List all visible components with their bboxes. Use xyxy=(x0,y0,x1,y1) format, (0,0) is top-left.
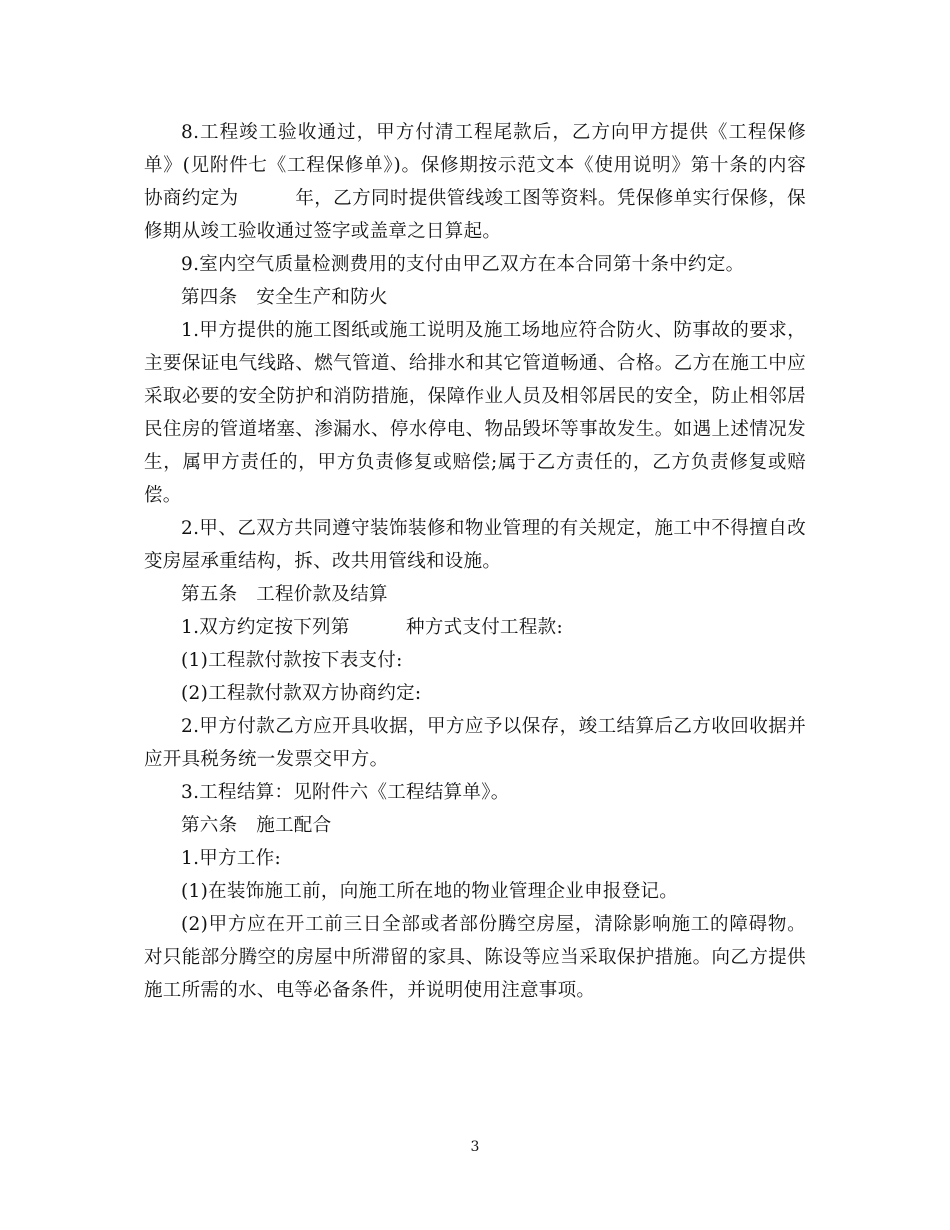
article-heading-5: 第五条 工程价款及结算 xyxy=(181,584,388,605)
paragraph-safety-clause-2: 2.甲、乙双方共同遵守装饰装修和物业管理的有关规定，施工中不得擅自改变房屋承重结构，拆、改共用管线和设施。 xyxy=(144,518,806,572)
paragraph-safety-clause-1: 1.甲方提供的施工图纸或施工说明及施工场地应符合防火、防事故的要求，主要保证电气线路、燃气管道、给排水和其它管道畅通、合格。乙方在施工中应采取必要的安全防护和消防措施，保障作业人员及相邻居民的安全，防止相邻居民住房的管道堵塞、渗漏水、停水停电、物品毁坏等事故发生。如遇上述情况发生，属甲方责任的，甲方负责修复或赔偿;属于乙方责任的，乙方负责修复或赔偿。 xyxy=(144,320,806,506)
paragraph-party-a-duty-2: (2)甲方应在开工前三日全部或者部份腾空房屋，清除影响施工的障碍物。对只能部分腾空的房屋中所滞留的家具、陈设等应当采取保护措施。向乙方提供施工所需的水、电等必备条件，并说明使用注意事项。 xyxy=(144,914,806,1001)
page-number: 3 xyxy=(470,1139,480,1155)
article-heading-4: 第四条 安全生产和防火 xyxy=(181,287,388,308)
paragraph-payment-option-2: (2)工程款付款双方协商约定: xyxy=(181,683,422,704)
paragraph-warranty-clause-8: 8.工程竣工验收通过，甲方付清工程尾款后，乙方向甲方提供《工程保修单》(见附件七《工程保修单》)。保修期按示范文本《使用说明》第十条的内容协商约定为 年，乙方同时提供管线竣工图等资料。凭保修单实行保修，保修期从竣工验收通过签字或盖章之日算起。 xyxy=(144,122,806,242)
paragraph-party-a-duties: 1.甲方工作: xyxy=(181,848,281,869)
paragraph-air-quality-clause-9: 9.室内空气质量检测费用的支付由甲乙双方在本合同第十条中约定。 xyxy=(181,254,745,275)
article-heading-6: 第六条 施工配合 xyxy=(181,815,332,836)
paragraph-payment-clause-1: 1.双方约定按下列第 种方式支付工程款: xyxy=(181,617,563,638)
paragraph-payment-option-1: (1)工程款付款按下表支付: xyxy=(181,650,403,671)
document-body xyxy=(144,116,806,1007)
paragraph-payment-clause-3: 3.工程结算：见附件六《工程结算单》。 xyxy=(181,782,510,803)
paragraph-payment-clause-2: 2.甲方付款乙方应开具收据，甲方应予以保存，竣工结算后乙方收回收据并应开具税务统一发票交甲方。 xyxy=(144,716,806,770)
paragraph-party-a-duty-1: (1)在装饰施工前，向施工所在地的物业管理企业申报登记。 xyxy=(181,881,679,902)
